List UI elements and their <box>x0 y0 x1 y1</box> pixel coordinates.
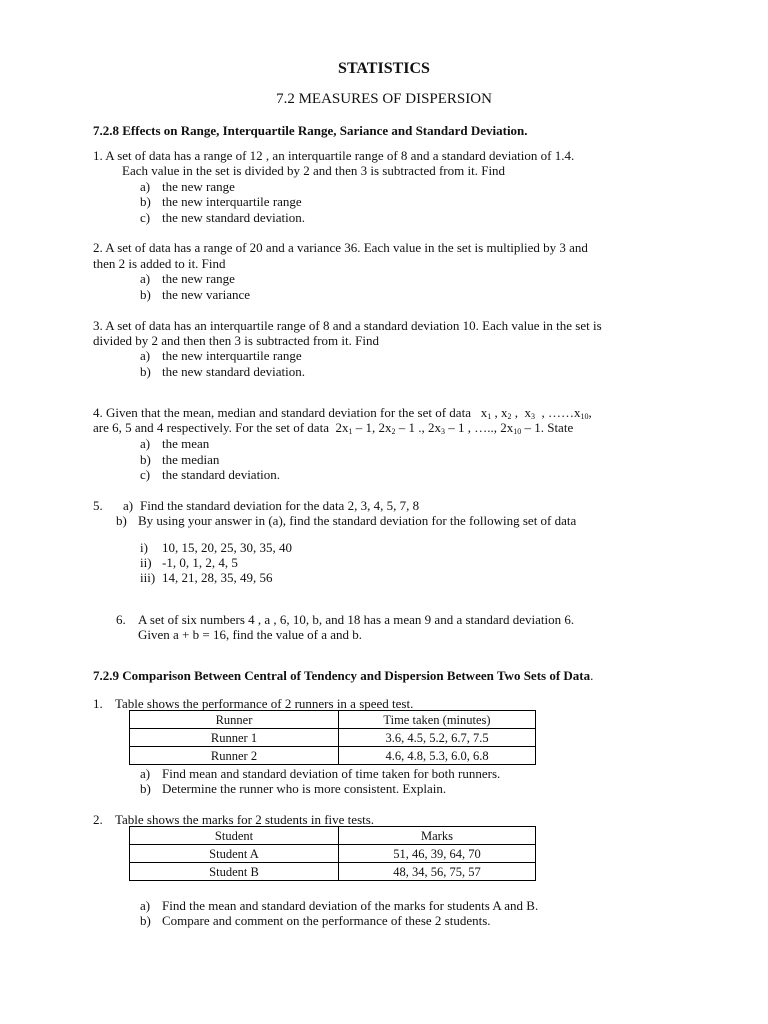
q3-line2: divided by 2 and then then 3 is subtracted from it. Find <box>93 333 379 348</box>
q4-part-a <box>140 436 209 452</box>
page-title: STATISTICS <box>338 60 430 77</box>
table-cell: Runner 2 <box>130 747 339 765</box>
page-subtitle: 7.2 MEASURES OF DISPERSION <box>276 91 492 107</box>
part-label: a) <box>140 271 151 286</box>
table-cell: Student A <box>130 845 339 863</box>
q1-line2: Each value in the set is divided by 2 and then 3 is subtracted from it. Find <box>122 163 506 178</box>
student-marks-table <box>129 826 536 881</box>
q4-part-c <box>140 467 280 483</box>
table-row <box>130 729 536 747</box>
q3-line1: 3. A set of data has an interquartile range of 8 and a standard deviation 10. Each value in the set is <box>93 318 602 333</box>
q3-part-a <box>140 348 302 364</box>
part-text: the new interquartile range <box>162 194 302 209</box>
section-heading-dot: . <box>590 668 594 683</box>
q5-line-b <box>116 513 576 529</box>
s2-q1-part-b <box>140 781 446 797</box>
q5-a-text: Find the standard deviation for the data 2, 3, 4, 5, 7, 8 <box>140 498 420 513</box>
section-heading-729 <box>93 668 593 684</box>
set-label: i) <box>140 540 148 555</box>
part-label: a) <box>123 498 134 513</box>
part-text: the new standard deviation. <box>162 364 305 379</box>
part-text: the standard deviation. <box>162 467 281 482</box>
q4-line2-prefix: are 6, 5 and 4 respectively. For the set of data <box>93 420 329 435</box>
q1-part-b <box>140 194 302 210</box>
s2-q2-part-a <box>140 898 538 914</box>
part-label: b) <box>116 513 127 528</box>
table-header: Runner <box>130 711 339 729</box>
part-label: b) <box>140 364 151 379</box>
set-text: 14, 21, 28, 35, 49, 56 <box>162 570 273 585</box>
table-row <box>130 863 536 881</box>
part-text: the new standard deviation. <box>162 210 305 225</box>
s2-q1-intro-text: Table shows the performance of 2 runners in a speed test. <box>115 696 414 711</box>
part-label: a) <box>140 898 151 913</box>
table-header: Time taken (minutes) <box>339 711 536 729</box>
q4-part-b <box>140 452 219 468</box>
part-label: a) <box>140 766 151 781</box>
part-label: b) <box>140 781 151 796</box>
q4-line2-suffix: . State <box>540 420 574 435</box>
part-label: b) <box>140 452 151 467</box>
part-label: a) <box>140 348 151 363</box>
set-label: iii) <box>140 570 156 585</box>
q1-part-a <box>140 179 235 195</box>
table-header-row <box>130 827 536 845</box>
q3-part-b <box>140 364 305 380</box>
part-label: b) <box>140 913 151 928</box>
part-text: the mean <box>162 436 210 451</box>
q4-line1-text: 4. Given that the mean, median and standard deviation for the set of data <box>93 405 471 420</box>
q4-variable-list: $x_1$ , $x_2$ , $x_3$ , $\dots\dots x_{10}$, <box>480 405 592 421</box>
set-text: 10, 15, 20, 25, 30, 35, 40 <box>162 540 292 555</box>
table-cell: 4.6, 4.8, 5.3, 6.0, 6.8 <box>339 747 536 765</box>
q6-line2: Given a + b = 16, find the value of a and b. <box>138 627 363 642</box>
q6-line1-text: A set of six numbers 4 , a , 6, 10, b, and 18 has a mean 9 and a standard deviation 6. <box>138 612 575 627</box>
table-cell: Student B <box>130 863 339 881</box>
table-cell: 51, 46, 39, 64, 70 <box>339 845 536 863</box>
s2-q2-intro-text: Table shows the marks for 2 students in five tests. <box>115 812 375 827</box>
q2-part-b <box>140 287 250 303</box>
part-label: a) <box>140 436 151 451</box>
part-text: the new range <box>162 271 235 286</box>
q4-transformed-list: $2x_1 - 1$, $2x_2 - 1$ ., $2x_3 - 1$ , ….., $2x_{10} - 1$ <box>335 420 541 436</box>
part-text: Find the mean and standard deviation of the marks for students A and B. <box>162 898 539 913</box>
s2-q2-number: 2. <box>93 812 103 827</box>
table-cell: Runner 1 <box>130 729 339 747</box>
s2-q2-part-b <box>140 913 491 929</box>
q2-line2: then 2 is added to it. Find <box>93 256 226 271</box>
table-cell: 3.6, 4.5, 5.2, 6.7, 7.5 <box>339 729 536 747</box>
table-cell: 48, 34, 56, 75, 57 <box>339 863 536 881</box>
part-text: Find mean and standard deviation of time taken for both runners. <box>162 766 501 781</box>
q5-set-i <box>140 540 292 556</box>
part-label: c) <box>140 210 151 225</box>
q4-line2 <box>93 420 573 436</box>
table-row <box>130 845 536 863</box>
q4-line1 <box>93 405 592 421</box>
part-text: the new range <box>162 179 235 194</box>
part-text: the new interquartile range <box>162 348 302 363</box>
part-text: Compare and comment on the performance of these 2 students. <box>162 913 491 928</box>
section-heading-text: 7.2.9 Comparison Between Central of Tendency and Dispersion Between Two Sets of Data <box>93 668 591 683</box>
q2-part-a <box>140 271 235 287</box>
section-heading-728: 7.2.8 Effects on Range, Interquartile Range, Sariance and Standard Deviation. <box>93 123 528 138</box>
s2-q1-number: 1. <box>93 696 103 711</box>
s2-q1-part-a <box>140 766 500 782</box>
q6-line1 <box>116 612 574 628</box>
table-header-row <box>130 711 536 729</box>
q5-number: 5. <box>93 498 103 513</box>
runner-table <box>129 710 536 765</box>
part-label: c) <box>140 467 151 482</box>
table-header: Marks <box>339 827 536 845</box>
q5-set-iii <box>140 570 273 586</box>
part-label: a) <box>140 179 151 194</box>
part-text: Determine the runner who is more consistent. Explain. <box>162 781 447 796</box>
q6-number: 6. <box>116 612 126 627</box>
table-row <box>130 747 536 765</box>
set-label: ii) <box>140 555 152 570</box>
q1-line1: 1. A set of data has a range of 12 , an interquartile range of 8 and a standard deviation of 1.4. <box>93 148 575 163</box>
part-label: b) <box>140 194 151 209</box>
q5-b-text: By using your answer in (a), find the standard deviation for the following set of data <box>138 513 577 528</box>
table-header: Student <box>130 827 339 845</box>
part-text: the median <box>162 452 220 467</box>
part-label: b) <box>140 287 151 302</box>
set-text: -1, 0, 1, 2, 4, 5 <box>162 555 238 570</box>
part-text: the new variance <box>162 287 251 302</box>
q5-set-ii <box>140 555 238 571</box>
q1-part-c <box>140 210 305 226</box>
q5-line-a <box>93 498 419 514</box>
q2-line1: 2. A set of data has a range of 20 and a variance 36. Each value in the set is multiplied by 3 and <box>93 240 588 255</box>
